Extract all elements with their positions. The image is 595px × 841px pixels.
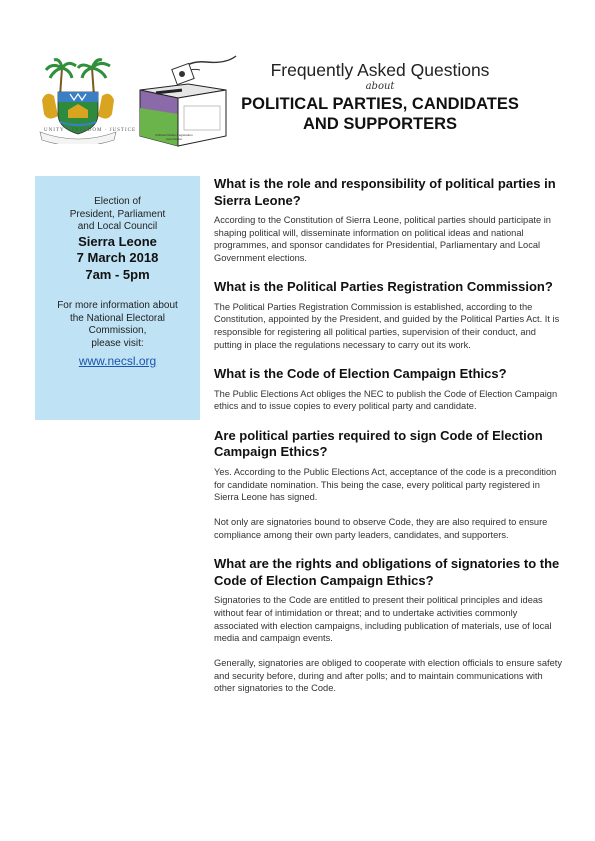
faq-answer: Signatories to the Code are entitled to present their political principles and ideas without fear of intimidation or threat; and to undertake activities commonly associated with election campaigns, including publication of materials, use of local media and campaign events. xyxy=(214,595,552,644)
sidebar-president-parliament: President, Parliament xyxy=(69,208,166,220)
sidebar-commission: Commission, xyxy=(88,325,147,336)
faq-question: What is the Political Parties Registration Commission? xyxy=(214,279,553,295)
sidebar-nec: the National Electoral xyxy=(69,312,166,324)
necsl-website-link[interactable]: www.necsl.org xyxy=(78,354,157,368)
faq-section-sign xyxy=(214,428,564,541)
faq-content xyxy=(214,176,564,710)
page-header xyxy=(230,60,530,134)
ballot-box-caption: Political Parties Registration Commission xyxy=(155,133,193,141)
coat-of-arms-motto: UNITY · FREEDOM · JUSTICE xyxy=(44,128,137,133)
header-title-line2: AND SUPPORTERS xyxy=(302,115,458,133)
faq-question: What is the Code of Election Campaign Ethics? xyxy=(214,366,507,382)
faq-answer: According to the Constitution of Sierra Leone, political parties should participate in shaping political will, disseminate information on political ideas and national programmes, and sponsor candidates for Presidential, Parliamentary and Local Government elections. xyxy=(214,215,551,263)
faq-answer: Generally, signatories are obliged to cooperate with election officials to ensure safety and security before, during and after polls; and to maintain communications with other signatories to the Code. xyxy=(214,658,562,694)
sidebar-please-visit: please visit: xyxy=(91,337,144,349)
election-info-sidebar xyxy=(35,176,200,420)
faq-section-pprc xyxy=(214,279,564,351)
logo-area xyxy=(38,52,208,152)
faq-section-code xyxy=(214,366,564,413)
header-about: about xyxy=(365,81,395,92)
faq-question: What is the role and responsibility of political parties in Sierra Leone? xyxy=(214,176,556,208)
faq-answer: Not only are signatories bound to observe Code, they are also required to ensure compliance among their own party leaders, candidates, and supporters. xyxy=(214,517,548,540)
sidebar-more-info: For more information about xyxy=(57,300,178,311)
faq-question: Are political parties required to sign Code of Election Campaign Ethics? xyxy=(214,427,543,460)
sidebar-election-of: Election of xyxy=(94,196,141,207)
faq-section-role xyxy=(214,176,564,264)
faq-answer: Yes. According to the Public Elections Act, acceptance of the code is a precondition for candidate nomination. This being the case, every political party registered in Sierra Leone has signed. xyxy=(214,466,557,503)
faq-section-rights xyxy=(214,556,564,695)
faq-question: What are the rights and obligations of signatories to the Code of Election Campaign Ethics? xyxy=(214,556,560,588)
sidebar-local-council: and Local Council xyxy=(77,221,158,232)
faq-answer: The Public Elections Act obliges the NEC to publish the Code of Election Campaign ethics and to issue copies to every political party and candidate. xyxy=(214,388,558,412)
sidebar-date: 7 March 2018 xyxy=(76,250,159,265)
faq-answer: The Political Parties Registration Commission is established, according to the Constitution, appointed by the President, and guided by the Political Parties Act. It is responsible for registering all political parties, supervision of their conduct, and putting in place the regulations necessary to carry out its work. xyxy=(214,301,560,350)
header-title-line1: POLITICAL PARTIES, CANDIDATES xyxy=(241,95,519,113)
header-faq: Frequently Asked Questions xyxy=(270,60,490,80)
sidebar-country: Sierra Leone xyxy=(78,233,157,249)
sidebar-hours: 7am - 5pm xyxy=(85,266,150,282)
